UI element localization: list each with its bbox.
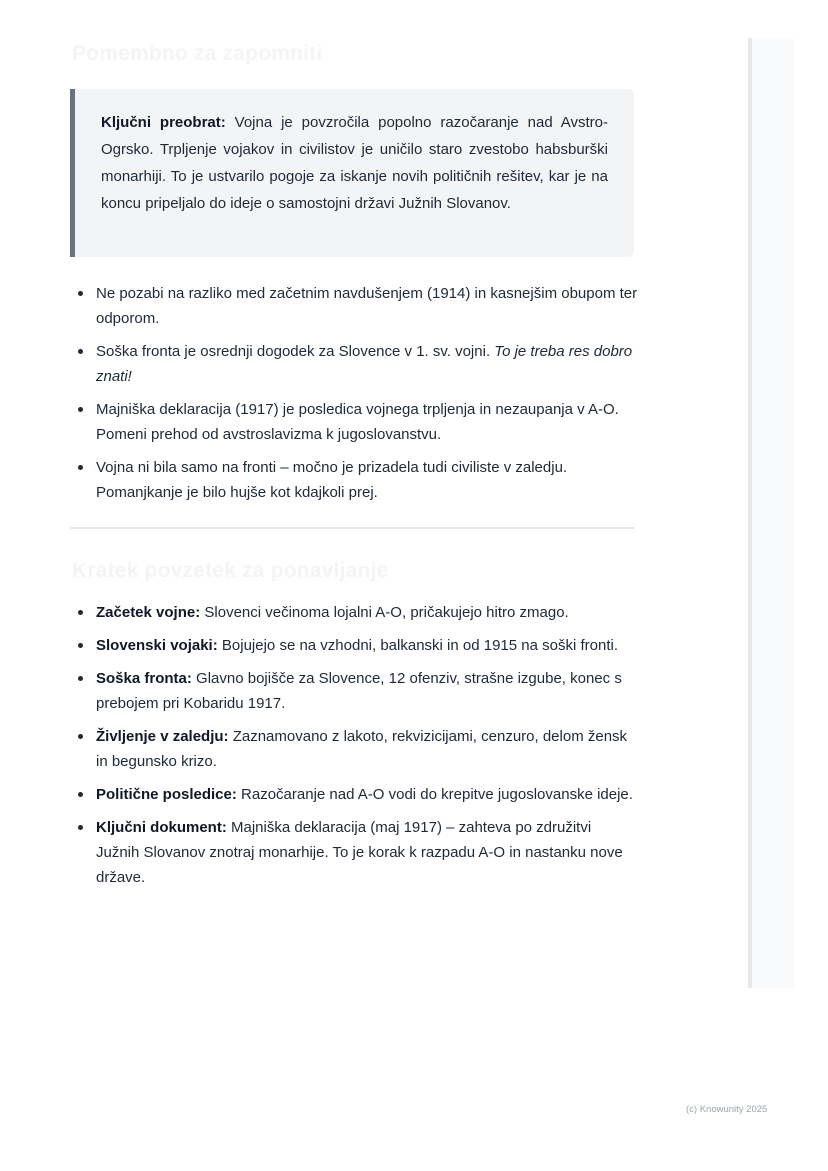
- list-item-text: Razočaranje nad A-O vodi do krepitve jugoslovanske ideje.: [236, 786, 633, 803]
- key-point-callout: [70, 89, 634, 257]
- list-item: [72, 455, 638, 505]
- summary-list: [72, 600, 638, 898]
- list-item-text: Bojujejo se na vzhodni, balkanski in od 1915 na soški fronti.: [217, 637, 618, 654]
- list-item-text: Glavno bojišče za Slovence, 12 ofenziv, strašne izgube, konec s prebojem pri Kobaridu 1917.: [96, 670, 622, 712]
- list-item: [72, 633, 638, 658]
- list-item-text: Zaznamovano z lakoto, rekvizicijami, cenzuro, delom žensk in begunsko krizo.: [96, 728, 628, 770]
- list-item-label: Začetek vojne:: [96, 604, 201, 621]
- list-item-text: Soška fronta je osrednji dogodek za Slovence v 1. sv. vojni.: [96, 343, 495, 360]
- callout-paragraph: [101, 109, 608, 217]
- list-item: [72, 600, 638, 625]
- list-item-label: Politične posledice:: [96, 786, 237, 803]
- list-item: [72, 666, 638, 716]
- list-item-text: Ne pozabi na razliko med začetnim navdušenjem (1914) in kasnejšim obupom ter odporom.: [96, 285, 638, 327]
- list-item: [72, 397, 638, 447]
- section-heading-summary: Kratek povzetek za ponavljanje: [72, 559, 389, 582]
- list-item-label: Soška fronta:: [96, 670, 192, 687]
- list-item-text: Majniška deklaracija (1917) je posledica vojnega trpljenja in nezaupanja v A-O. Pomeni prehod od avstroslavizma k jugoslovanstvu.: [96, 401, 619, 443]
- remember-list: [72, 281, 638, 513]
- side-panel: [748, 38, 794, 988]
- list-item-label: Slovenski vojaki:: [96, 637, 218, 654]
- list-item: [72, 339, 638, 389]
- list-item-label: Življenje v zaledju:: [96, 728, 229, 745]
- list-item: [72, 782, 638, 807]
- section-heading-remember: Pomembno za zapomniti: [72, 42, 323, 65]
- list-item: [72, 815, 638, 890]
- copyright-footer: (c) Knowunity 2025: [686, 1104, 768, 1115]
- list-item-text: Majniška deklaracija (maj 1917) – zahteva po združitvi Južnih Slovanov znotraj monarhije. To je korak k razpadu A-O in nastanku nove države.: [96, 819, 623, 886]
- list-item-emphasis: To je treba res dobro znati!: [96, 343, 633, 385]
- section-divider: [70, 527, 635, 529]
- list-item: [72, 724, 638, 774]
- callout-text: Vojna je povzročila popolno razočaranje nad Avstro-Ogrsko. Trpljenje vojakov in civilistov je uničilo staro zvestobo habsburški monarhiji. To je ustvarilo pogoje za iskanje novih političnih rešitev, kar je na koncu pripeljalo do ideje o samostojni državi Južnih Slovanov.: [101, 114, 608, 212]
- callout-label: Ključni preobrat:: [101, 114, 226, 131]
- list-item-label: Ključni dokument:: [96, 819, 227, 836]
- list-item-text: Slovenci večinoma lojalni A-O, pričakujejo hitro zmago.: [200, 604, 569, 621]
- list-item: [72, 281, 638, 331]
- list-item-text: Vojna ni bila samo na fronti – močno je prizadela tudi civiliste v zaledju. Pomanjkanje je bilo hujše kot kdajkoli prej.: [96, 459, 568, 501]
